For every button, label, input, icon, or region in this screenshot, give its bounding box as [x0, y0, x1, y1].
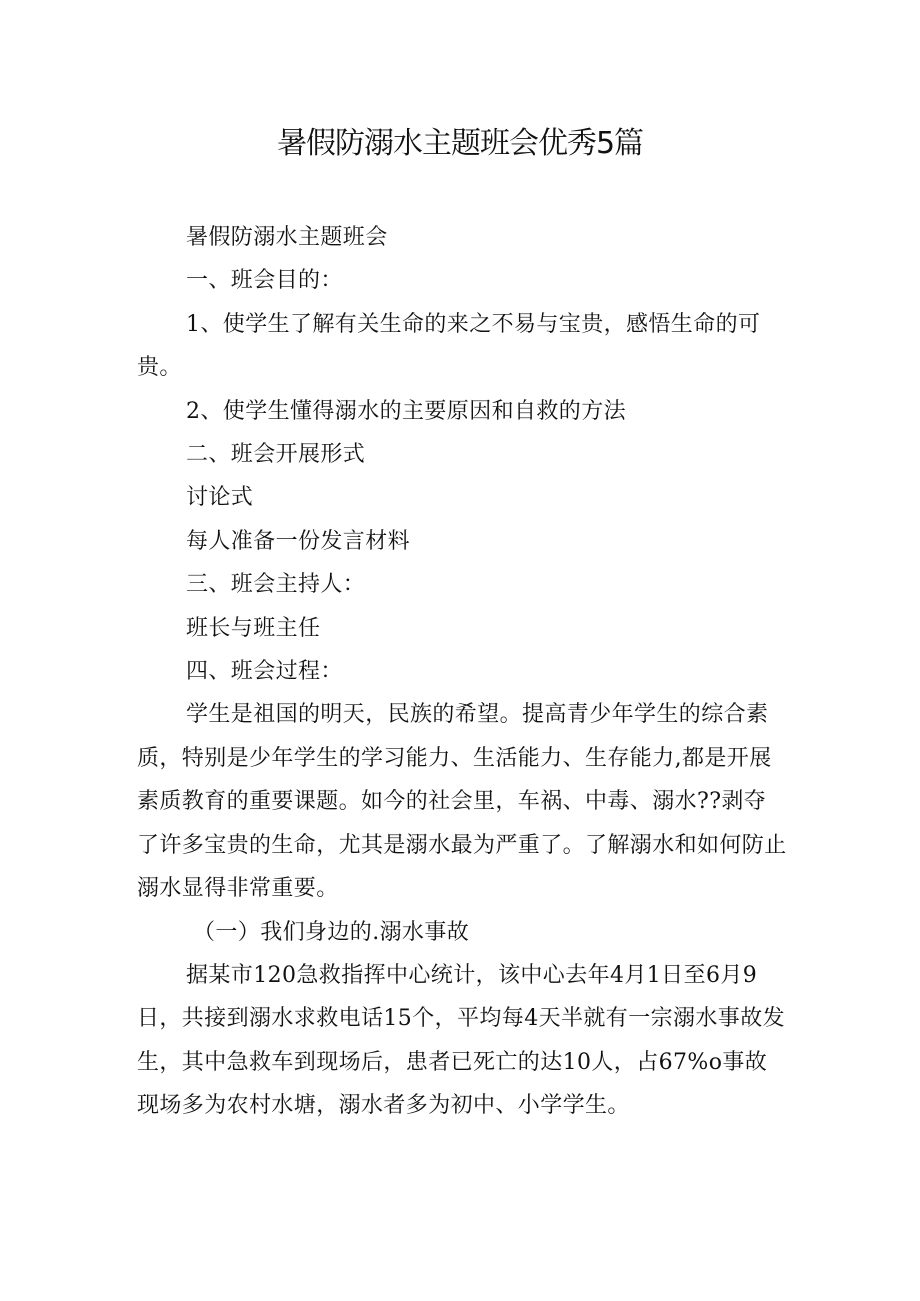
paragraph-purpose-2: 2、使学生懂得溺水的主要原因和自救的方法: [186, 398, 626, 424]
paragraph-process-intro: 学生是祖国的明天，民族的希望。提高青少年学生的综合素质，特别是少年学生的学习能力、生活能力、生存能力,都是开展素质教育的重要课题。如今的社会里，车祸、中毒、溺水??剥夺了许多宝贵的生命，尤其是溺水最为严重了。了解溺水和如何防止溺水显得非常重要。: [137, 702, 787, 902]
paragraph-purpose-1: 1、使学生了解有关生命的来之不易与宝贵，感悟生命的可贵。: [137, 311, 761, 381]
paragraph-format-materials: 每人准备一份发言材料: [186, 528, 411, 554]
paragraph-accident-statistics: 据某市120急救指挥中心统计，该中心去年4月1日至6月9日，共接到溺水求救电话15个，平均每4天半就有一宗溺水事故发生，其中急救车到现场后，患者已死亡的达10人，占67%o事故现场多为农村水塘，溺水者多为初中、小学学生。: [137, 962, 785, 1119]
paragraph-section-format: 二、班会开展形式: [186, 442, 366, 468]
document-body: [137, 216, 787, 1128]
paragraph-format-discussion: 讨论式: [186, 485, 254, 511]
paragraph-section-process: 四、班会过程：: [186, 659, 343, 685]
paragraph-host-names: 班长与班主任: [186, 615, 321, 641]
paragraph-subsection-accidents: （一）我们身边的.溺水事故: [193, 919, 470, 945]
paragraph-section-purpose: 一、班会目的：: [186, 268, 343, 294]
paragraph-section-host: 三、班会主持人：: [186, 572, 366, 598]
paragraph-meeting-heading: 暑假防溺水主题班会: [186, 225, 388, 250]
document-title: 暑假防溺水主题班会优秀5篇: [276, 126, 644, 161]
